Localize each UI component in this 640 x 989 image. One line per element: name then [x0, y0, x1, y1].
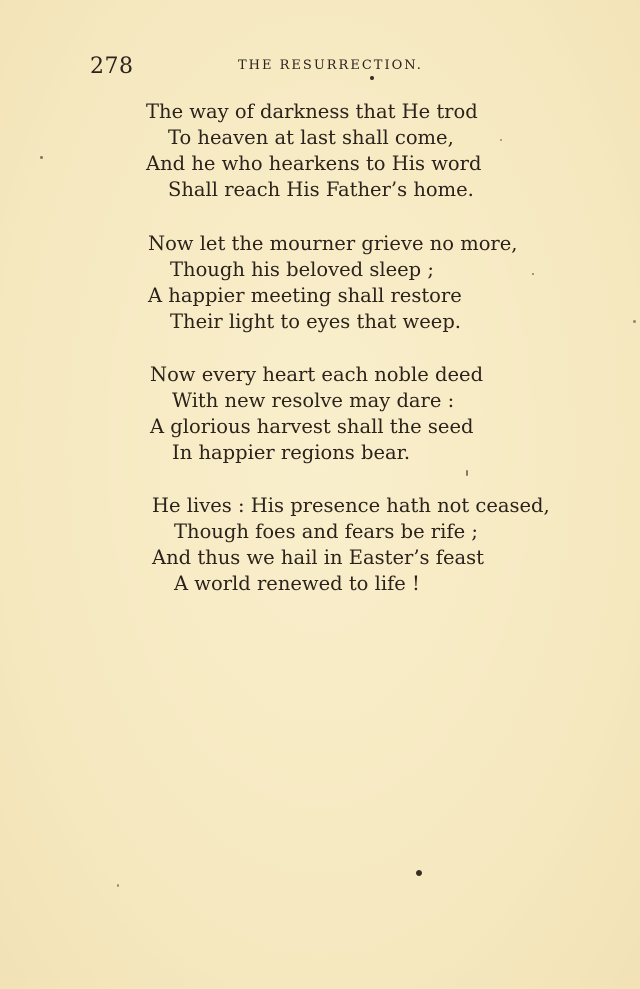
poem-line: To heaven at last shall come,: [168, 126, 454, 149]
poem-line: Now every heart each noble deed: [150, 363, 484, 386]
poem-line: And thus we hail in Easter’s feast: [152, 546, 484, 569]
poem-line: And he who hearkens to His word: [146, 152, 482, 175]
ink-speck: [40, 156, 43, 159]
poem-line: Now let the mourner grieve no more,: [148, 232, 518, 255]
poem-line: Though his beloved sleep ;: [170, 258, 434, 281]
poem-line: He lives : His presence hath not ceased,: [152, 494, 550, 517]
stanza-3: [150, 362, 580, 466]
poem-line: With new resolve may dare :: [172, 389, 455, 412]
poem-line: In happier regions bear.: [172, 441, 411, 464]
poem-line: Shall reach His Father’s home.: [168, 178, 474, 201]
ink-speck: [117, 884, 119, 887]
poem-line: Though foes and fears be rife ;: [174, 520, 478, 543]
poem-line: A world renewed to life !: [174, 572, 420, 595]
stanza-1: [146, 99, 576, 203]
ink-speck: [466, 470, 468, 476]
ink-speck: [370, 76, 374, 80]
ink-speck: [532, 273, 534, 275]
page-number: 278: [90, 54, 134, 79]
poem-line: Their light to eyes that weep.: [170, 310, 461, 333]
ink-speck: [416, 870, 422, 876]
poem-line: A happier meeting shall restore: [148, 284, 462, 307]
poem-line: A glorious harvest shall the seed: [150, 415, 474, 438]
stanza-2: [148, 231, 578, 335]
running-title: THE RESURRECTION.: [238, 58, 423, 73]
stanza-4: [152, 493, 582, 597]
ink-speck: [500, 139, 502, 141]
poem-line: The way of darkness that He trod: [146, 100, 478, 123]
ink-speck: [633, 320, 636, 323]
